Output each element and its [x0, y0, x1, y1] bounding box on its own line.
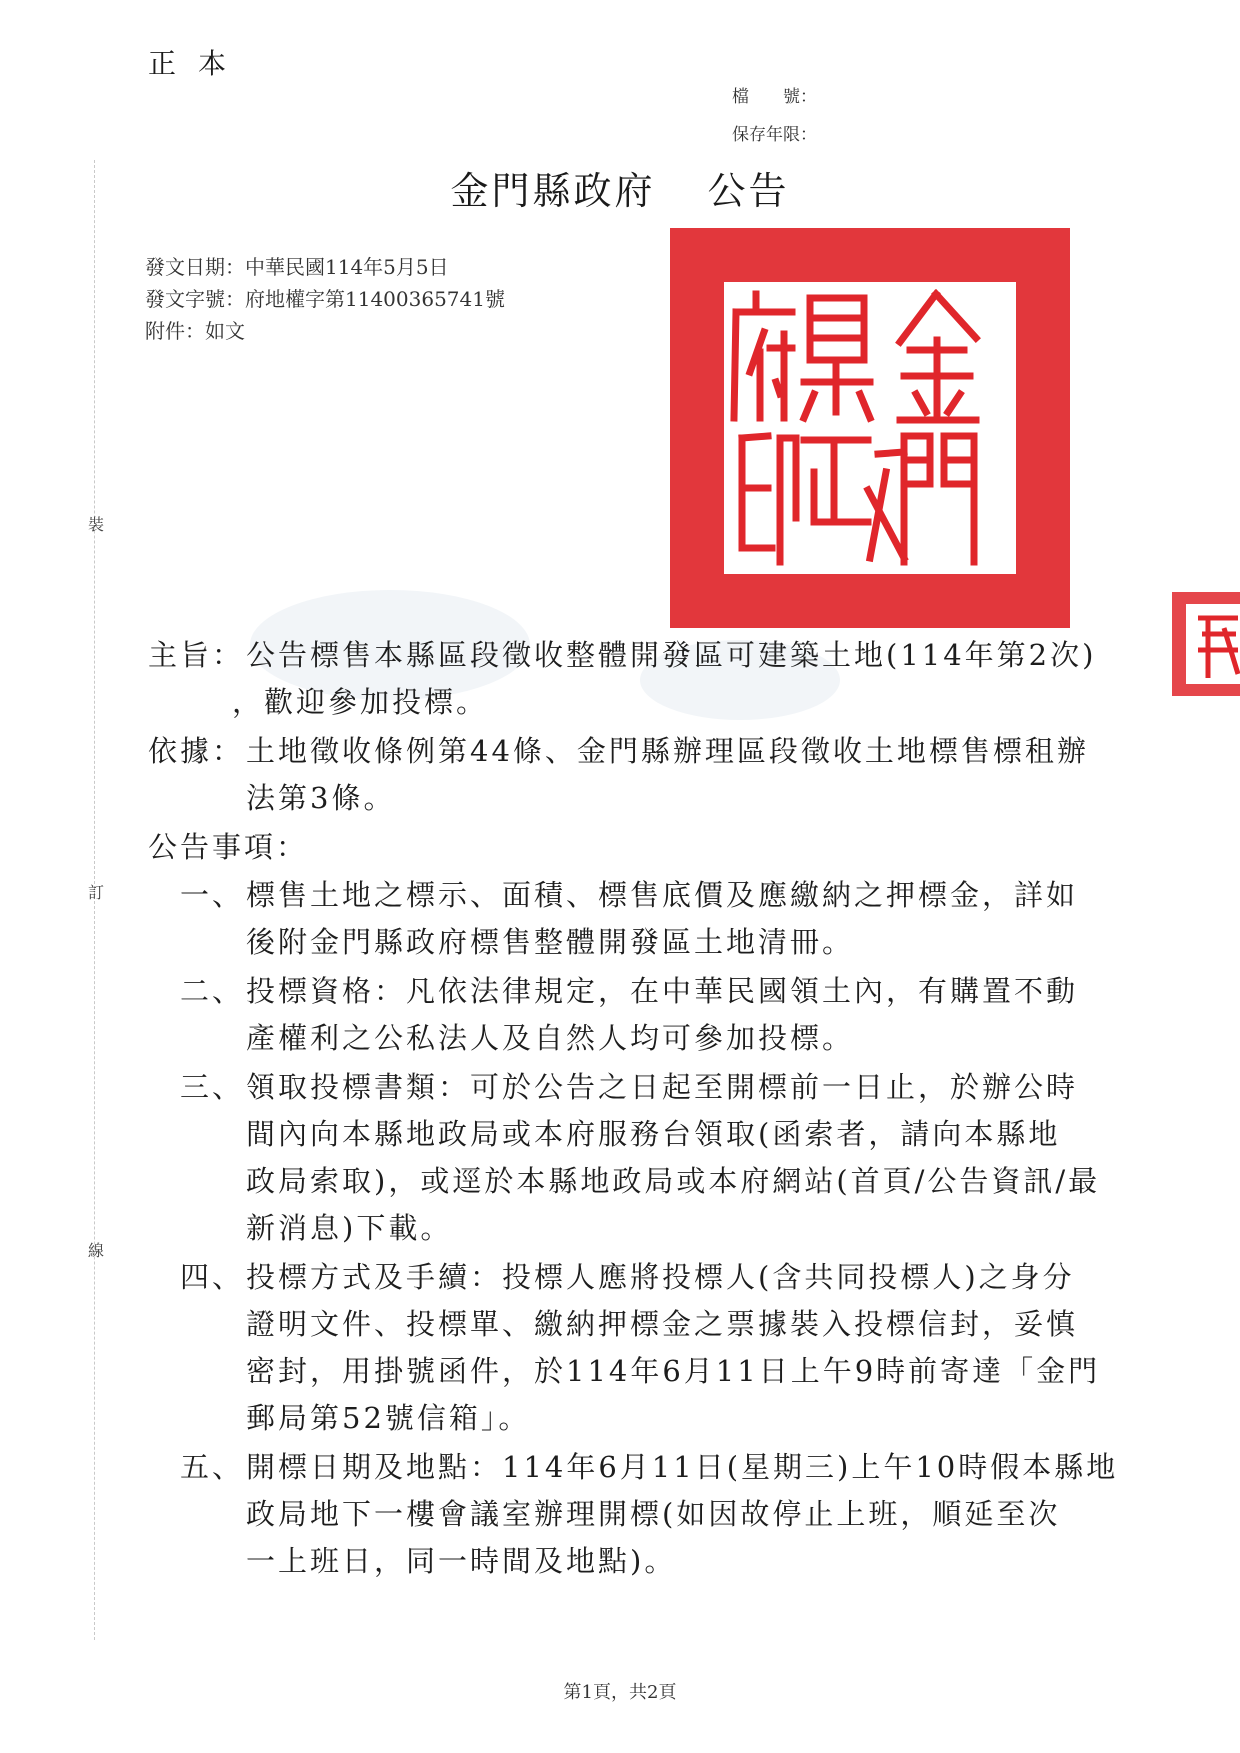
retention-label: 保存年限：	[732, 125, 817, 145]
item-number: 一、	[180, 878, 245, 912]
document-title	[0, 160, 1240, 215]
notice-heading: 公告事項：	[148, 830, 309, 864]
binding-mark: 線	[88, 1241, 105, 1260]
copy-label: 正本	[148, 47, 249, 80]
item-line: 投標方式及手續：投標人應將投標人(含共同投標人)之身分	[246, 1260, 1075, 1294]
item-number: 三、	[180, 1070, 245, 1104]
basis-label: 依據：	[148, 734, 245, 768]
subject-label: 主旨：	[148, 638, 245, 672]
item-number: 五、	[180, 1450, 245, 1484]
official-seal	[664, 222, 1076, 634]
item-line: 新消息)下載。	[246, 1211, 453, 1245]
item-line: 政局地下一樓會議室辦理開標(如因故停止上班，順延至次	[246, 1497, 1061, 1531]
basis-line: 土地徵收條例第44條、金門縣辦理區段徵收土地標售標租辦	[246, 734, 1089, 768]
item-line: 郵局第52號信箱」。	[246, 1401, 531, 1435]
binding-mark: 訂	[88, 883, 105, 902]
item-line: 證明文件、投標單、繳納押標金之票據裝入投標信封，妥慎	[246, 1307, 1079, 1341]
item-line: 後附金門縣政府標售整體開發區土地清冊。	[246, 925, 855, 959]
binding-mark: 裝	[88, 515, 105, 534]
item-line: 一上班日，同一時間及地點)。	[246, 1544, 677, 1578]
item-line: 投標資格：凡依法律規定，在中華民國領土內，有購置不動	[246, 974, 1079, 1008]
item-number: 二、	[180, 974, 245, 1008]
subject-line: ，歡迎參加投標。	[232, 685, 489, 719]
attachment: 附件：如文	[145, 319, 245, 343]
item-line: 密封，用掛號函件，於114年6月11日上午9時前寄達「金門	[246, 1354, 1101, 1388]
item-number: 四、	[180, 1260, 245, 1294]
basis-line: 法第3條。	[246, 781, 396, 815]
issue-date: 發文日期：中華民國114年5月5日	[145, 255, 449, 279]
agency-name: 金門縣政府	[450, 169, 656, 213]
item-line: 產權利之公私法人及自然人均可參加投標。	[246, 1021, 855, 1055]
item-line: 開標日期及地點：114年6月11日(星期三)上午10時假本縣地	[246, 1450, 1119, 1484]
subject-line: 公告標售本縣區段徵收整體開發區可建築土地(114年第2次)	[246, 638, 1097, 672]
page-number: 第1頁，共2頁	[563, 1682, 677, 1703]
item-line: 領取投標書類：可於公告之日起至開標前一日止，於辦公時	[246, 1070, 1079, 1104]
partial-seal	[1168, 588, 1240, 700]
issue-number: 發文字號：府地權字第11400365741號	[145, 287, 505, 311]
item-line: 標售土地之標示、面積、標售底價及應繳納之押標金，詳如	[246, 878, 1079, 912]
item-line: 政局索取)，或逕於本縣地政局或本府網站(首頁/公告資訊/最	[246, 1164, 1101, 1198]
item-line: 間內向本縣地政局或本府服務台領取(函索者，請向本縣地	[246, 1117, 1061, 1151]
document-type: 公告	[707, 169, 790, 213]
file-number-label: 檔 號：	[732, 87, 817, 107]
